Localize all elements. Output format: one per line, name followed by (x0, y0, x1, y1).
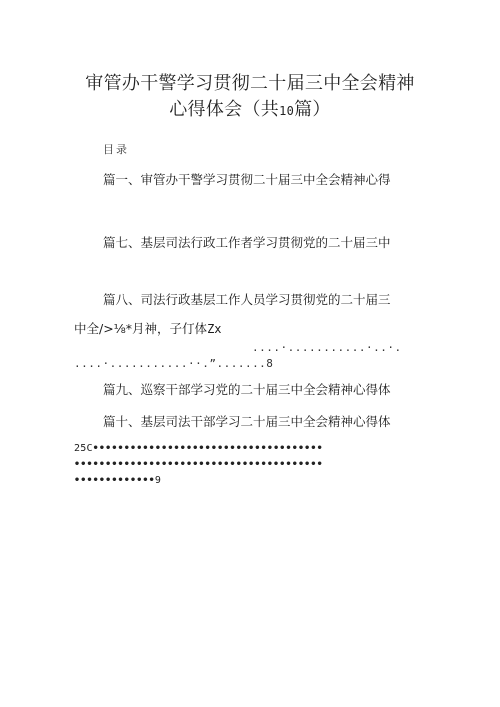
toc-entry-8-leader-2: ....·...........··.”.......8 (74, 357, 274, 370)
toc-entry-8[interactable]: 篇八、司法行政基层工作人员学习贯彻党的二十届三 (103, 292, 391, 307)
toc-entry-10[interactable]: 篇十、基层司法干部学习二十届三中全会精神心得体 (103, 414, 391, 429)
toc-entry-10-line4 (74, 474, 161, 488)
title-line2-count: 10 (279, 104, 295, 118)
toc-entry-10-bullets-2: •••••••••••••••••••••••••••••••••••••••• (74, 459, 323, 470)
toc-entry-10-page-number: 9 (154, 475, 162, 486)
title-line2-prefix: 心得体会（共 (169, 99, 280, 120)
toc-entry-8-line2: 中全/>⅛*月神，子仃体 (74, 321, 208, 336)
toc-entry-10-bullets-1: ••••••••••••••••••••••••••••••••••••• (92, 443, 323, 454)
toc-entry-1[interactable]: 篇一、审管办干警学习贯彻二十届三中全会精神心得 (103, 172, 391, 187)
toc-entry-10-line2 (74, 442, 323, 456)
toc-entry-8-line2-tail: Zx (207, 322, 222, 336)
document-title-line2 (0, 98, 500, 123)
toc-entry-7[interactable]: 篇七、基层司法行政工作者学习贯彻党的二十届三中 (103, 235, 391, 250)
toc-entry-8-continuation (74, 320, 222, 338)
toc-entry-10-prefix: 25C (74, 443, 93, 454)
toc-entry-9[interactable]: 篇九、巡察干部学习党的二十届三中全会精神心得体 (103, 382, 391, 397)
document-title-line1: 审管办干警学习贯彻二十届三中全会精神 (85, 73, 415, 94)
toc-entry-10-bullets-3: ••••••••••••• (74, 475, 155, 486)
toc-heading: 目录 (103, 143, 129, 156)
toc-entry-8-leader-1: ....·...........·..·. (252, 341, 402, 354)
title-line2-suffix: 篇） (294, 99, 331, 120)
